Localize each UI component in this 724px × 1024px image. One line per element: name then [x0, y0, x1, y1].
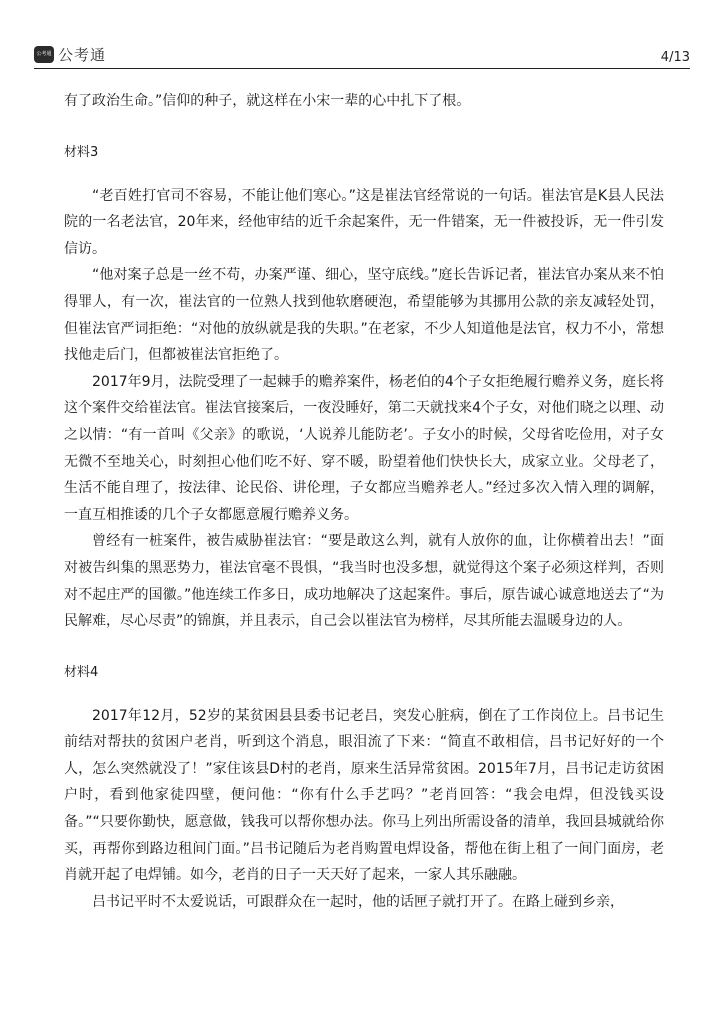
logo-text: 公考通	[58, 46, 107, 64]
material3-paragraph-4: 曾经有一桩案件，被告威胁崔法官：“要是敢这么判，就有人放你的血，让你横着出去！”面对被告纠集的黑恶势力，崔法官毫不畏惧，“我当时也没多想，就觉得这个案子必须这样判，否则对不起庄严的国徽。”他连续工作多日，成功地解决了这起案件。事后，原告诚心诚意地送去了“为民解难，尽心尽责”的锦旗，并且表示，自己会以崔法官为榜样，尽其所能去温暖身边的人。	[64, 533, 664, 630]
logo-badge-icon: 公考通	[34, 46, 54, 63]
document-body	[64, 88, 664, 915]
material3-paragraph-1: “老百姓打官司不容易，不能让他们寒心。”这是崔法官经常说的一句话。崔法官是K县人民法院的一名老法官，20年来，经他审结的近千余起案件，无一件错案，无一件被投诉，无一件引发信访。	[64, 187, 664, 257]
material4-paragraph-1: 2017年12月，52岁的某贫困县县委书记老吕，突发心脏病，倒在了工作岗位上。吕书记生前结对帮扶的贫困户老肖，听到这个消息，眼泪流了下来：“简直不敢相信，吕书记好好的一个人，怎么突然就没了！”家住该县D村的老肖，原来生活异常贫困。2015年7月，吕书记走访贫困户时，看到他家徒四壁，便问他：“你有什么手艺吗？”老肖回答：“我会电焊，但没钱买设备。”“只要你勤快，愿意做，钱我可以帮你想办法。你马上列出所需设备的清单，我回县城就给你买，再帮你到路边租间门面。”吕书记随后为老肖购置电焊设备，帮他在街上租了一间门面房，老肖就开起了电焊铺。如今，老肖的日子一天天好了起来，一家人其乐融融。	[64, 707, 664, 884]
intro-paragraph: 有了政治生命。”信仰的种子，就这样在小宋一辈的心中扎下了根。	[64, 93, 471, 109]
page-header	[34, 40, 690, 69]
material3-paragraph-3: 2017年9月，法院受理了一起棘手的赡养案件，杨老伯的4个子女拒绝履行赡养义务，庭长将这个案件交给崔法官。崔法官接案后，一夜没睡好，第二天就找来4个子女，对他们晓之以理、动之以情：“有一首叫《父亲》的歌说，‘人说养儿能防老’。子女小的时候，父母省吃俭用，对子女无微不至地关心，时刻担心他们吃不好、穿不暖，盼望着他们快快长大，成家立业。父母老了，生活不能自理了，按法律、论民俗、讲伦理，子女都应当赡养老人。”经过多次入情入理的调解，一直互相推诿的几个子女都愿意履行赡养义务。	[64, 373, 664, 523]
material3-heading: 材料3	[64, 144, 99, 160]
material4-paragraph-2: 吕书记平时不太爱说话，可跟群众在一起时，他的话匣子就打开了。在路上碰到乡亲，	[92, 893, 624, 910]
material4-heading: 材料4	[64, 664, 99, 680]
page-number: 4/13	[660, 50, 690, 65]
logo	[34, 44, 106, 65]
material3-paragraph-2: “他对案子总是一丝不苟，办案严谨、细心，坚守底线。”庭长告诉记者，崔法官办案从来不怕得罪人，有一次，崔法官的一位熟人找到他软磨硬泡，希望能够为其挪用公款的亲友减轻处罚，但崔法官严词拒绝：“对他的放纵就是我的失职。”在老家，不少人知道他是法官，权力不小，常想找他走后门，但都被崔法官拒绝了。	[64, 267, 664, 364]
